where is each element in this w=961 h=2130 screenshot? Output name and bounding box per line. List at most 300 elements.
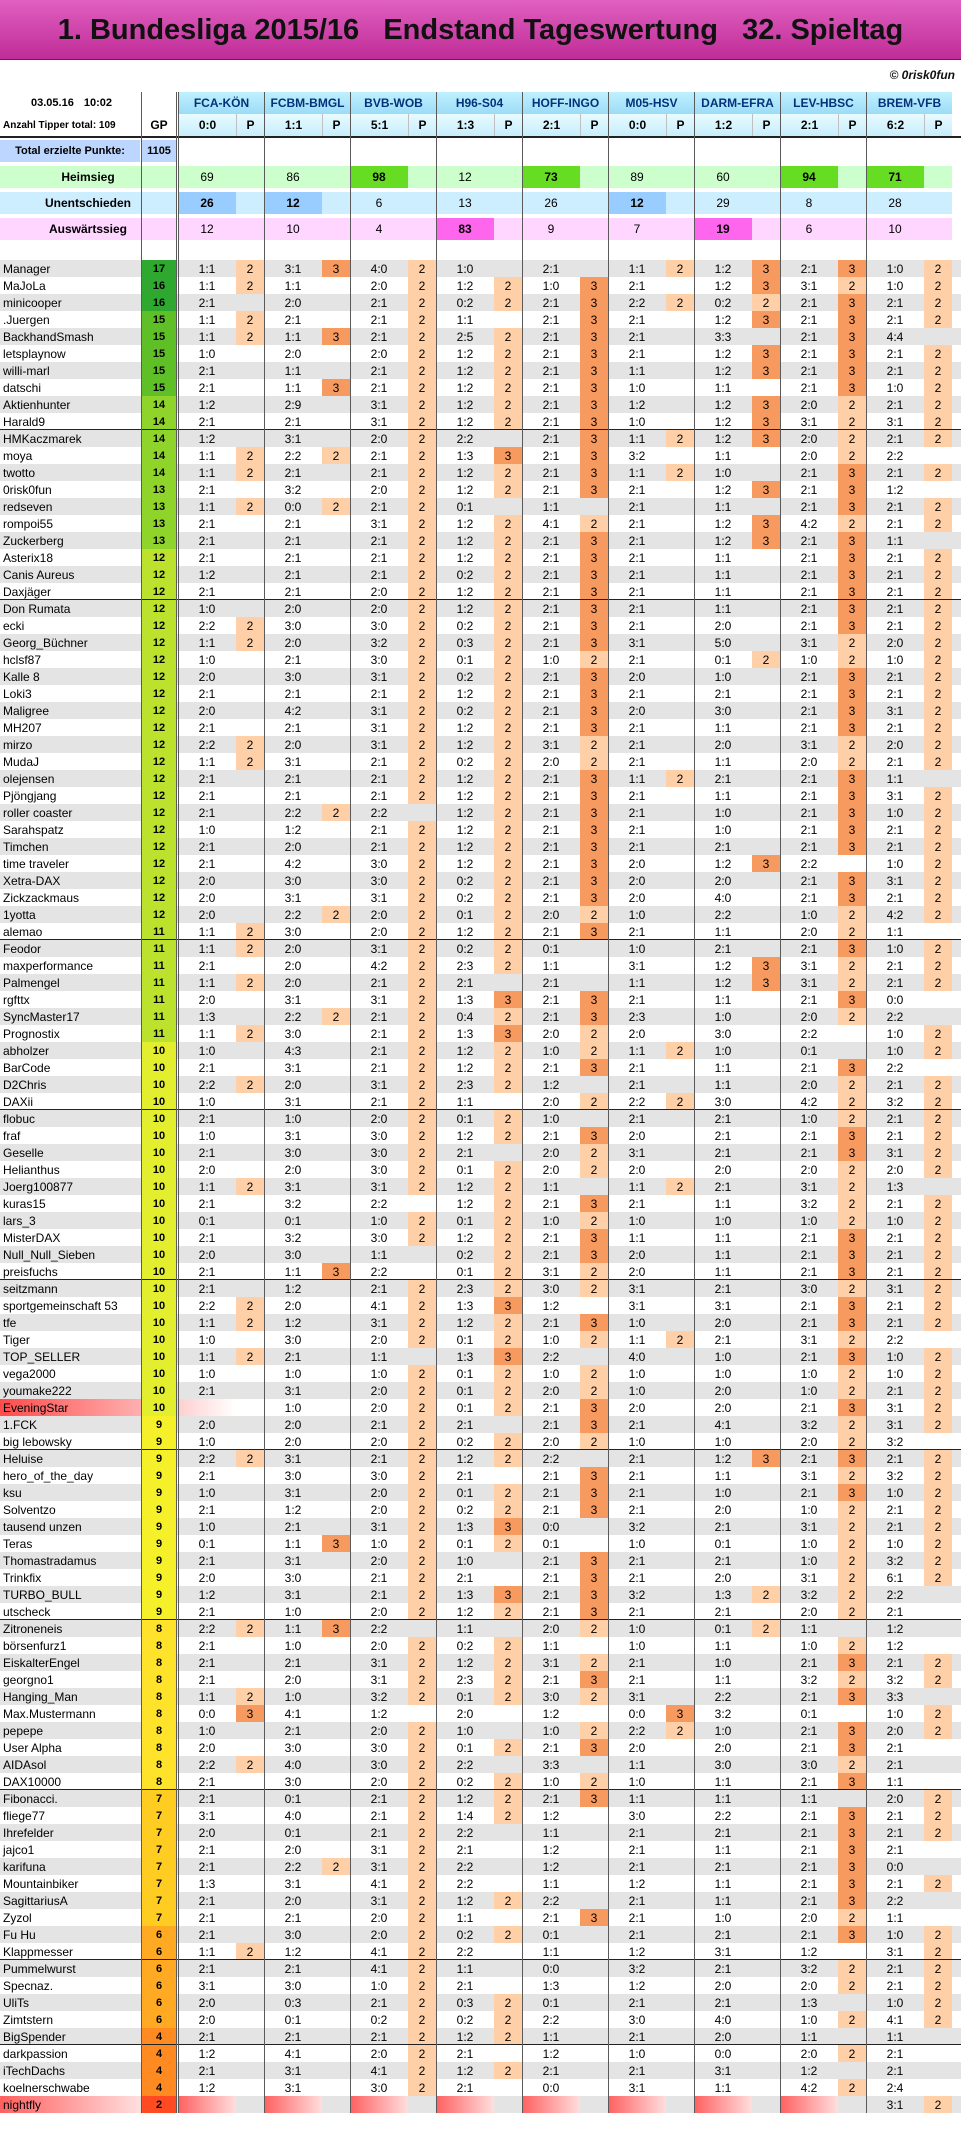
player-match-points: 2: [408, 1739, 436, 1756]
points-header: P: [580, 114, 608, 136]
player-tip: 1:2: [198, 1587, 216, 1602]
player-tip: 2:3: [456, 1281, 474, 1296]
player-match-points: [838, 855, 866, 872]
player-match-points: [666, 1739, 694, 1756]
player-points: 12: [142, 906, 176, 923]
player-tip: 3:0: [370, 856, 388, 871]
player-match-points: 2: [838, 1756, 866, 1773]
player-tip: 2:1: [628, 1111, 646, 1126]
player-match-points: 2: [580, 1144, 608, 1161]
player-name: 1yotta: [3, 907, 36, 922]
player-tip: 1:0: [284, 1638, 302, 1653]
player-tip: 2:1: [714, 686, 732, 701]
player-name: TURBO_BULL: [3, 1587, 82, 1602]
player-match-points: [580, 1756, 608, 1773]
player-tip: 3:2: [886, 1094, 904, 1109]
player-match-points: 2: [924, 1977, 952, 1994]
player-match-points: 3: [580, 1246, 608, 1263]
player-match-points: [924, 1603, 952, 1620]
player-tip: 2:0: [284, 1893, 302, 1908]
player-match-points: 3: [752, 974, 780, 991]
player-match-points: [752, 1858, 780, 1875]
player-match-points: 3: [838, 583, 866, 600]
player-match-points: 2: [924, 804, 952, 821]
player-match-points: [236, 1773, 264, 1790]
player-tip: 1:1: [198, 312, 216, 327]
player-row: [0, 1127, 961, 1144]
player-match-points: [752, 1127, 780, 1144]
player-points: 6: [142, 1926, 176, 1943]
player-tip: 2:1: [628, 1077, 646, 1092]
player-match-points: 3: [838, 464, 866, 481]
player-match-points: 2: [236, 1688, 264, 1705]
player-tip: 2:1: [628, 1655, 646, 1670]
player-tip: 1:2: [542, 1077, 560, 1092]
player-match-points: [752, 1484, 780, 1501]
player-match-points: 2: [494, 1127, 522, 1144]
player-row: [0, 1637, 961, 1654]
player-match-points: 2: [236, 260, 264, 277]
player-points: 6: [142, 1977, 176, 1994]
player-match-points: [752, 1365, 780, 1382]
player-match-points: [322, 2096, 350, 2113]
player-tip: 3:0: [370, 873, 388, 888]
player-match-points: [494, 2045, 522, 2062]
player-match-points: 2: [236, 311, 264, 328]
player-match-points: [752, 1178, 780, 1195]
player-tip: 4:1: [284, 2046, 302, 2061]
player-tip: 1:1: [456, 1621, 474, 1636]
player-tip: 2:0: [284, 1842, 302, 1857]
player-tip: 1:2: [714, 363, 732, 378]
player-tip: 3:0: [370, 618, 388, 633]
date-time: [0, 92, 140, 114]
player-match-points: [752, 1977, 780, 1994]
player-tip: 2:1: [800, 567, 818, 582]
player-tip: 0:1: [456, 1332, 474, 1347]
player-name: ecki: [3, 618, 25, 633]
player-match-points: 3: [838, 1892, 866, 1909]
player-tip: 2:1: [198, 805, 216, 820]
player-points: 14: [142, 396, 176, 413]
player-tip: 1:0: [628, 1366, 646, 1381]
player-points: 10: [142, 1178, 176, 1195]
player-match-points: [666, 1416, 694, 1433]
player-tip: 2:1: [370, 839, 388, 854]
player-match-points: [408, 2096, 436, 2113]
player-match-points: [666, 1365, 694, 1382]
player-match-points: [666, 328, 694, 345]
player-match-points: 2: [838, 515, 866, 532]
player-match-points: [580, 1110, 608, 1127]
player-tip: 0:0: [886, 1859, 904, 1874]
player-tip: 2:1: [284, 1655, 302, 1670]
player-match-points: [666, 1569, 694, 1586]
player-match-points: [494, 1552, 522, 1569]
player-match-points: 2: [924, 753, 952, 770]
player-name: EiskalterEngel: [3, 1655, 80, 1670]
player-match-points: 2: [408, 600, 436, 617]
player-match-points: [666, 736, 694, 753]
player-match-points: 3: [580, 770, 608, 787]
player-match-points: 3: [580, 328, 608, 345]
player-row: [0, 1093, 961, 1110]
player-match-points: 3: [580, 1229, 608, 1246]
player-tip: 1:2: [456, 482, 474, 497]
player-match-points: 2: [838, 1161, 866, 1178]
player-points: 12: [142, 685, 176, 702]
player-match-points: 3: [838, 1841, 866, 1858]
player-match-points: [494, 1858, 522, 1875]
player-name: datschi: [3, 380, 42, 395]
player-match-points: 3: [494, 1348, 522, 1365]
player-match-points: [666, 1229, 694, 1246]
player-match-points: [838, 2062, 866, 2079]
player-tip: 4:2: [800, 516, 818, 531]
player-match-points: [580, 1705, 608, 1722]
player-match-points: [752, 1195, 780, 1212]
player-match-points: 2: [924, 1671, 952, 1688]
player-match-points: 2: [236, 940, 264, 957]
player-match-points: 3: [580, 991, 608, 1008]
player-match-points: 3: [838, 991, 866, 1008]
player-tip: 4:4: [886, 329, 904, 344]
player-tip: 3:1: [370, 1519, 388, 1534]
summary-value: 94: [780, 166, 838, 188]
player-tip: 0:1: [456, 1536, 474, 1551]
player-match-points: 3: [838, 872, 866, 889]
player-match-points: 2: [924, 1025, 952, 1042]
player-tip: 2:1: [198, 1145, 216, 1160]
summary-row: [0, 192, 961, 214]
player-tip: 1:2: [456, 1315, 474, 1330]
player-tip: 2:1: [198, 1196, 216, 1211]
player-match-points: 2: [580, 1093, 608, 1110]
player-match-points: 2: [494, 702, 522, 719]
player-row: [0, 685, 961, 702]
player-match-points: [752, 804, 780, 821]
player-match-points: 2: [494, 1263, 522, 1280]
player-name: Ihrefelder: [3, 1825, 54, 1840]
player-name: Helianthus: [3, 1162, 60, 1177]
player-match-points: 3: [838, 1654, 866, 1671]
player-match-points: [666, 668, 694, 685]
player-tip: 1:2: [456, 737, 474, 752]
player-match-points: 3: [322, 328, 350, 345]
player-tip: 1:2: [800, 1944, 818, 1959]
player-tip: 2:1: [284, 550, 302, 565]
player-match-points: [494, 260, 522, 277]
player-tip: 1:1: [714, 601, 732, 616]
player-tip: 1:0: [886, 380, 904, 395]
player-tip: 2:0: [198, 1995, 216, 2010]
player-tip: 1:2: [542, 1859, 560, 1874]
player-match-points: 3: [580, 464, 608, 481]
player-match-points: 3: [580, 1008, 608, 1025]
player-row: [0, 1416, 961, 1433]
player-tip: 1:0: [542, 652, 560, 667]
player-match-points: 2: [494, 821, 522, 838]
player-tip: 2:1: [284, 465, 302, 480]
player-match-points: 2: [408, 1654, 436, 1671]
player-tip: 1:0: [886, 1927, 904, 1942]
player-tip: 1:1: [714, 1876, 732, 1891]
player-match-points: 2: [924, 260, 952, 277]
player-tip: 2:1: [800, 465, 818, 480]
player-tip: 2:1: [800, 346, 818, 361]
player-match-points: 3: [580, 1739, 608, 1756]
player-tip: 2:2: [456, 1859, 474, 1874]
player-match-points: 3: [838, 532, 866, 549]
player-match-points: 2: [494, 838, 522, 855]
player-tip: 3:1: [370, 516, 388, 531]
player-tip: 1:2: [456, 2063, 474, 2078]
match-name: BREM-VFB: [866, 92, 952, 114]
player-points: 15: [142, 362, 176, 379]
player-row: [0, 2045, 961, 2062]
player-tip: 1:0: [886, 1995, 904, 2010]
player-tip: 2:1: [628, 737, 646, 752]
player-row: [0, 1246, 961, 1263]
player-tip: 2:1: [800, 1451, 818, 1466]
player-match-points: [752, 600, 780, 617]
player-tip: 0:2: [456, 1638, 474, 1653]
player-tip: 1:2: [198, 2080, 216, 2095]
player-tip: 2:1: [800, 1859, 818, 1874]
player-tip: 2:1: [198, 1791, 216, 1806]
player-tip: 2:1: [284, 686, 302, 701]
player-tip: 2:1: [542, 856, 560, 871]
player-tip: 1:1: [284, 1621, 302, 1636]
player-tip: 2:0: [198, 1417, 216, 1432]
player-row: [0, 1790, 961, 1807]
player-match-points: [752, 889, 780, 906]
player-match-points: [494, 498, 522, 515]
player-tip: 2:0: [284, 958, 302, 973]
player-match-points: [236, 481, 264, 498]
player-match-points: [666, 1433, 694, 1450]
player-tip: 1:2: [456, 805, 474, 820]
player-match-points: 2: [924, 600, 952, 617]
player-tip: 1:1: [714, 2080, 732, 2095]
player-match-points: 2: [838, 430, 866, 447]
player-name: TOP_SELLER: [3, 1349, 81, 1364]
player-tip: 2:1: [628, 924, 646, 939]
player-match-points: [236, 345, 264, 362]
player-tip: 1:2: [198, 431, 216, 446]
player-match-points: 2: [924, 940, 952, 957]
player-tip: [178, 1399, 236, 1416]
player-tip: 1:2: [456, 1043, 474, 1058]
player-tip: 2:2: [370, 1621, 388, 1636]
player-tip: 2:0: [370, 346, 388, 361]
player-tip: 2:1: [628, 754, 646, 769]
player-match-points: [580, 1892, 608, 1909]
player-match-points: 3: [580, 838, 608, 855]
player-tip: 0:1: [456, 1485, 474, 1500]
player-match-points: [322, 1688, 350, 1705]
player-match-points: 2: [924, 1824, 952, 1841]
player-tip: 3:2: [284, 1230, 302, 1245]
summary-value: 29: [716, 196, 730, 210]
player-tip: 1:0: [886, 856, 904, 871]
player-match-points: [236, 1484, 264, 1501]
player-tip: 2:1: [370, 754, 388, 769]
player-match-points: [666, 1858, 694, 1875]
player-tip: 1:0: [542, 1213, 560, 1228]
player-tip: 4:1: [370, 1876, 388, 1891]
player-tip: 2:1: [628, 329, 646, 344]
player-tip: 1:1: [714, 754, 732, 769]
player-match-points: 2: [494, 515, 522, 532]
player-match-points: 2: [580, 1280, 608, 1297]
player-match-points: [236, 583, 264, 600]
player-tip: 0:0: [542, 1961, 560, 1976]
player-tip: 0:1: [714, 1536, 732, 1551]
player-match-points: 2: [924, 889, 952, 906]
player-tip: 2:0: [628, 1247, 646, 1262]
player-tip: 2:1: [542, 448, 560, 463]
player-row: [0, 1280, 961, 1297]
player-tip: 2:2: [370, 1196, 388, 1211]
player-match-points: [322, 702, 350, 719]
player-tip: 3:1: [370, 890, 388, 905]
player-tip: 3:0: [714, 1026, 732, 1041]
player-match-points: [666, 413, 694, 430]
player-tip: 1:2: [714, 312, 732, 327]
player-name: AIDAsol: [3, 1757, 47, 1772]
player-tip: 1:1: [198, 1349, 216, 1364]
player-row: [0, 1484, 961, 1501]
player-tip: 2:1: [628, 1451, 646, 1466]
player-match-points: 2: [408, 1433, 436, 1450]
player-tip: 1:2: [456, 533, 474, 548]
player-tip: 2:1: [886, 1808, 904, 1823]
player-match-points: 2: [494, 583, 522, 600]
player-tip: 2:0: [284, 1672, 302, 1687]
player-tip: 1:0: [370, 1978, 388, 1993]
match-name: FCA-KÖN: [178, 92, 264, 114]
player-match-points: 3: [494, 1297, 522, 1314]
player-row: [0, 634, 961, 651]
player-points: 12: [142, 872, 176, 889]
player-tip: 0:1: [456, 1740, 474, 1755]
player-match-points: [752, 617, 780, 634]
player-tip: 1:1: [628, 1791, 646, 1806]
player-tip: 2:1: [714, 1604, 732, 1619]
player-match-points: [666, 515, 694, 532]
player-tip: 2:1: [542, 703, 560, 718]
player-match-points: [752, 1739, 780, 1756]
player-match-points: [236, 1008, 264, 1025]
player-name: Klappmesser: [3, 1944, 74, 1959]
player-tip: 1:1: [800, 2029, 818, 2044]
player-tip: 1:0: [886, 1213, 904, 1228]
player-tip: 2:0: [800, 1978, 818, 1993]
player-tip: 3:1: [628, 1689, 646, 1704]
player-name: moya: [3, 448, 33, 463]
player-match-points: 2: [580, 1773, 608, 1790]
player-name: Loki3: [3, 686, 32, 701]
player-match-points: 3: [580, 1127, 608, 1144]
player-name: 0risk0fun: [3, 482, 52, 497]
player-name: EveningStar: [0, 1399, 236, 1416]
summary-value: 98: [350, 166, 408, 188]
player-tip: 2:0: [886, 1162, 904, 1177]
player-match-points: 2: [838, 906, 866, 923]
player-tip: 1:2: [628, 397, 646, 412]
player-points: 12: [142, 855, 176, 872]
player-match-points: [666, 753, 694, 770]
player-row: [0, 770, 961, 787]
player-points: 6: [142, 1960, 176, 1977]
player-match-points: [924, 2045, 952, 2062]
player-match-points: [322, 651, 350, 668]
player-tip: 0:2: [456, 567, 474, 582]
player-tip: 4:1: [370, 2063, 388, 2078]
player-tip: 1:2: [284, 1502, 302, 1517]
player-tip: 2:0: [714, 618, 732, 633]
player-match-points: 2: [408, 1603, 436, 1620]
player-match-points: [752, 702, 780, 719]
player-row: [0, 1297, 961, 1314]
player-tip: 2:1: [628, 499, 646, 514]
player-match-points: 2: [494, 1450, 522, 1467]
player-tip: 2:1: [628, 1417, 646, 1432]
player-tip: 1:2: [628, 1876, 646, 1891]
player-tip: 1:0: [628, 1774, 646, 1789]
player-match-points: 2: [408, 906, 436, 923]
player-match-points: [322, 821, 350, 838]
player-name: hclsf87: [3, 652, 42, 667]
player-points: 9: [142, 1569, 176, 1586]
player-name: Zitroneneis: [3, 1621, 63, 1636]
player-tip: 1:1: [714, 380, 732, 395]
player-match-points: 2: [494, 1926, 522, 1943]
player-tip: 2:1: [800, 533, 818, 548]
player-points: 7: [142, 1824, 176, 1841]
player-tip: 1:1: [714, 788, 732, 803]
player-tip: 1:2: [456, 465, 474, 480]
player-points: 8: [142, 1620, 176, 1637]
player-match-points: 2: [924, 957, 952, 974]
player-tip: 3:1: [370, 1315, 388, 1330]
total-points-label: Total erzielte Punkte:: [0, 140, 140, 162]
player-match-points: 2: [408, 1552, 436, 1569]
player-row: [0, 600, 961, 617]
player-tip: 1:1: [370, 1247, 388, 1262]
column-divider: [866, 92, 867, 2113]
player-tip: 3:0: [284, 1978, 302, 1993]
player-match-points: [494, 1960, 522, 1977]
player-points: 10: [142, 1246, 176, 1263]
player-match-points: [322, 294, 350, 311]
player-tip: 2:1: [800, 1876, 818, 1891]
player-tip: 2:0: [628, 1026, 646, 1041]
player-match-points: [236, 889, 264, 906]
player-match-points: 2: [580, 1433, 608, 1450]
player-tip: 2:1: [542, 363, 560, 378]
player-match-points: 3: [580, 447, 608, 464]
player-match-points: [580, 2079, 608, 2096]
player-match-points: 2: [408, 1501, 436, 1518]
player-tip: 0:1: [198, 1536, 216, 1551]
player-tip: 3:0: [284, 618, 302, 633]
player-tip: 1:2: [456, 1655, 474, 1670]
player-match-points: [322, 1467, 350, 1484]
player-row: [0, 617, 961, 634]
player-match-points: [924, 1909, 952, 1926]
